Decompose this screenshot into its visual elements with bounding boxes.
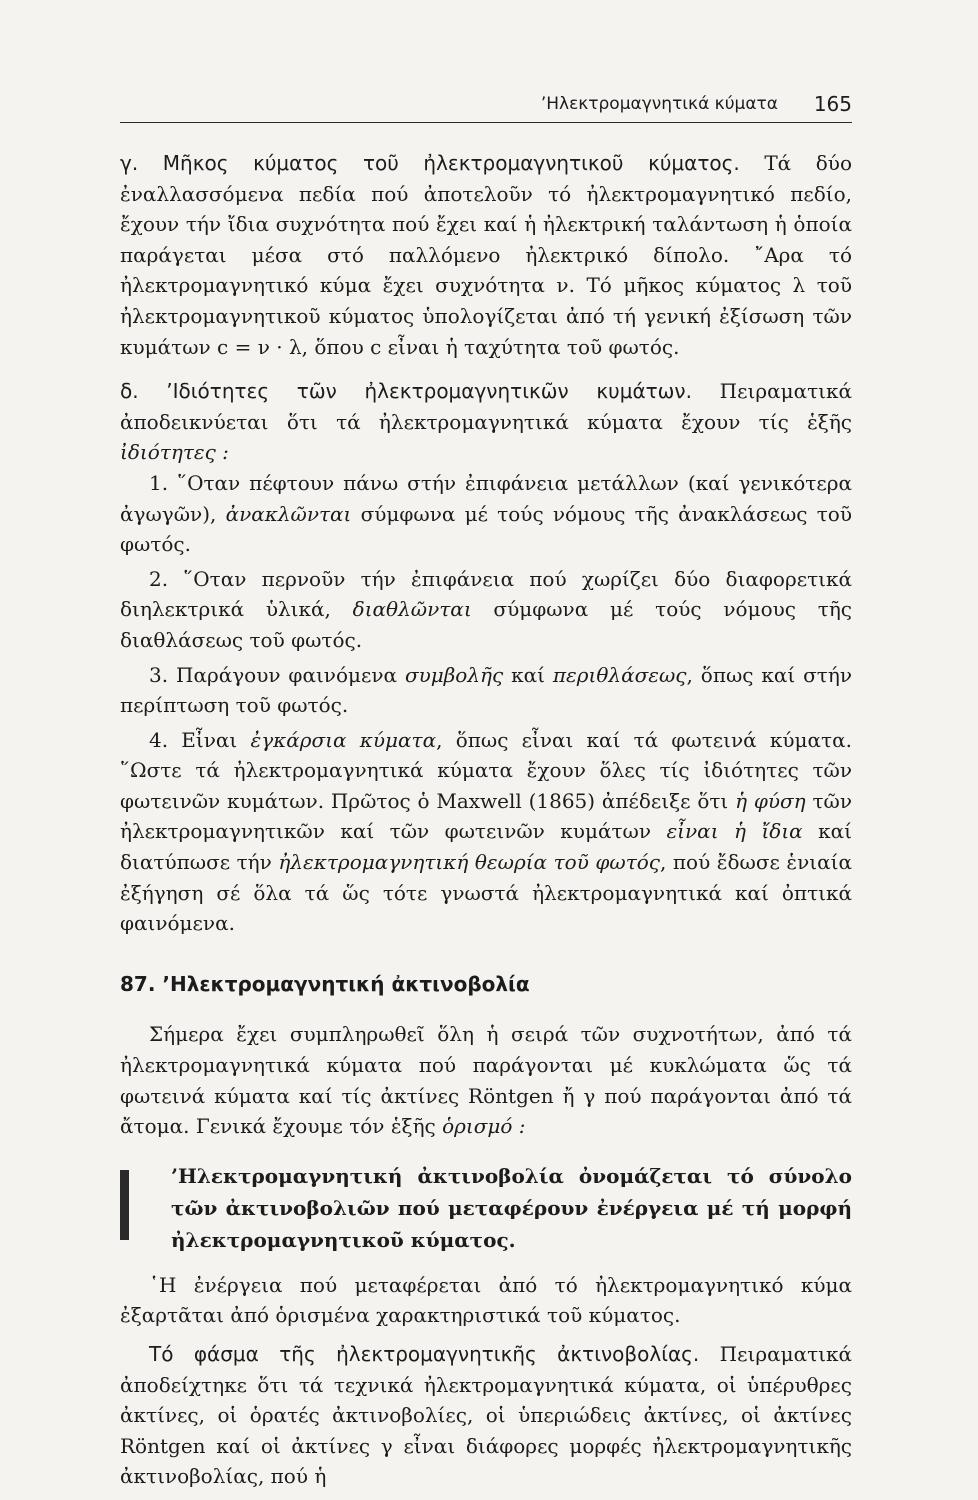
- paragraph-text: Σήμερα ἔχει συμπληρωθεῖ ὅλη ἡ σειρά τῶν συχνοτήτων, ἀπό τά ἠλεκτρομαγνητικά κύματα πού παράγονται μέ κυκλώματα ὥς τά φωτεινά κύματα καί τίς ἀκτίνες Röntgen ἤ γ πού παράγονται ἀπό τά ἄτομα. Γενικά ἔχουμε τόν ἑξῆς: [120, 1022, 852, 1139]
- item-text: τῶν ἠλεκτρομαγνητικῶν καί τῶν φωτεινῶν κυμάτων: [120, 788, 853, 844]
- list-item-4: [120, 725, 852, 939]
- emphasis: εἶναι ἡ ἴδια: [666, 819, 803, 844]
- page-number: 165: [813, 92, 852, 116]
- item-text: καί: [503, 662, 553, 687]
- subsection-label-spectrum: Τό φάσμα τῆς ἠλεκτρομαγνητικῆς ἀκτινοβολίας.: [149, 1342, 700, 1366]
- definition-marker-bar: [120, 1170, 129, 1240]
- page-body: [120, 148, 852, 1492]
- definition-text: ’Ηλεκτρομαγνητική ἀκτινοβολία ὀνομάζεται τό σύνολο τῶν ἀκτινοβολιῶν πού μεταφέρουν ἐνέργεια μέ τή μορφή ἠλεκτρομαγνητικοῦ κύματος.: [171, 1163, 852, 1252]
- emphasis: ἡ φύση: [735, 788, 806, 813]
- emphasis: περιθλάσεως: [552, 662, 687, 687]
- emphasis: ὁρισμό :: [442, 1114, 526, 1139]
- item-text: 3. Παράγουν φαινόμενα: [149, 662, 405, 687]
- item-text: , ὅπως εἶναι καί τά φωτεινά κύματα. ῞Ωστε τά ἠλεκτρομαγνητικά κύματα ἔχουν ὅλες τίς ἰδιότητες τῶν φωτεινῶν κυμάτων. Πρῶτος ὁ Maxwell (1865) ἀπέδειξε ὅτι: [120, 727, 852, 813]
- subsection-label-gamma: γ. Μῆκος κύματος τοῦ ἠλεκτρομαγνητικοῦ κύματος.: [120, 151, 740, 175]
- header-title: ’Ηλεκτρομαγνητικά κύματα: [540, 94, 778, 114]
- item-text: σύμφωνα μέ τούς νόμους τῆς διαθλάσεως τοῦ φωτός.: [120, 597, 852, 652]
- emphasis: ἀνακλῶνται: [225, 501, 352, 526]
- paragraph-text: Πειραματικά ἀποδείχτηκε ὅτι τά τεχνικά ἠλεκτρομαγνητικά κύματα, οἱ ὑπέρυθρες ἀκτίνες, οἱ ὁρατές ἀκτινοβολίες, οἱ ὑπεριώδεις ἀκτίνες, οἱ ἀκτίνες Röntgen καί οἱ ἀκτίνες γ εἶναι διάφορες μορφές ἠλεκτρομαγνητικῆς ἀκτινοβολίας, πού ἡ: [120, 1342, 852, 1489]
- emphasis: ἠλεκτρομαγνητική θεωρία τοῦ φωτός: [278, 850, 660, 875]
- definition-box: [120, 1160, 852, 1256]
- list-item-1: [120, 468, 852, 560]
- item-text: 1. ῞Οταν πέφτουν πάνω στήν ἐπιφάνεια μετάλλων (καί γενικότερα ἀγωγῶν),: [120, 470, 852, 526]
- emphasis: διαθλῶνται: [352, 597, 472, 622]
- section-heading-87: 87. ’Ηλεκτρομαγνητική ἀκτινοβολία: [120, 971, 530, 996]
- emphasis: ἐγκάρσια κύματα: [250, 727, 437, 752]
- item-text: 4. Εἶναι: [149, 727, 251, 752]
- paragraph-spectrum: [120, 1339, 852, 1492]
- paragraph-wavelength: [120, 148, 852, 362]
- item-text: 2. ῞Οταν περνοῦν τήν ἐπιφάνεια πού χωρίζει δύο διαφορετικά διηλεκτρικά ὑλικά,: [120, 566, 852, 622]
- emphasis: ἰδιότητες :: [120, 440, 229, 465]
- subsection-label-delta: δ. ’Ιδιότητες τῶν ἠλεκτρομαγνητικῶν κυμάτων.: [120, 379, 692, 404]
- paragraph-text: Πειραματικά ἀποδεικνύεται ὅτι τά ἠλεκτρομαγνητικά κύματα ἔχουν τίς ἑξῆς: [120, 379, 853, 434]
- item-text: , ὅπως καί στήν περίπτωση τοῦ φωτός.: [120, 662, 853, 718]
- item-text: , πού ἔδωσε ἑνιαία ἐξήγηση σέ ὅλα τά ὥς τότε γνωστά ἠλεκτρομαγνητικά καί ὀπτικά φαινόμενα.: [120, 850, 852, 936]
- item-text: καί διατύπωσε τήν: [120, 819, 852, 875]
- paragraph-properties: [120, 376, 852, 468]
- paragraph-intro: [120, 1019, 852, 1141]
- emphasis: συμβολῆς: [404, 662, 504, 687]
- item-text: σύμφωνα μέ τούς νόμους τῆς ἀνακλάσεως τοῦ φωτός.: [120, 501, 852, 557]
- paragraph-energy: ῾Η ἐνέργεια πού μεταφέρεται ἀπό τό ἠλεκτρομαγνητικό κύμα ἐξαρτᾶται ἀπό ὁρισμένα χαρακτηριστικά τοῦ κύματος.: [120, 1272, 852, 1328]
- running-header: [120, 92, 852, 123]
- list-item-3: [120, 660, 852, 721]
- paragraph-text: Τά δύο ἐναλλασσόμενα πεδία πού ἀποτελοῦν τό ἠλεκτρομαγνητικό πεδίο, ἔχουν τήν ἴδια συχνότητα πού ἔχει καί ἡ ἠλεκτρική ταλάντωση ἡ ὁποία παράγεται μέσα στό παλλόμενο ἠλεκτρικό δίπολο. ῎Αρα τό ἠλεκτρομαγνητικό κύμα ἔχει συχνότητα ν. Τό μῆκος κύματος λ τοῦ ἠλεκτρομαγνητικοῦ κύματος ὑπολογίζεται ἀπό τή γενική ἐξίσωση τῶν κυμάτων c = ν · λ, ὅπου c εἶναι ἡ ταχύτητα τοῦ φωτός.: [120, 151, 852, 359]
- list-item-2: [120, 564, 852, 656]
